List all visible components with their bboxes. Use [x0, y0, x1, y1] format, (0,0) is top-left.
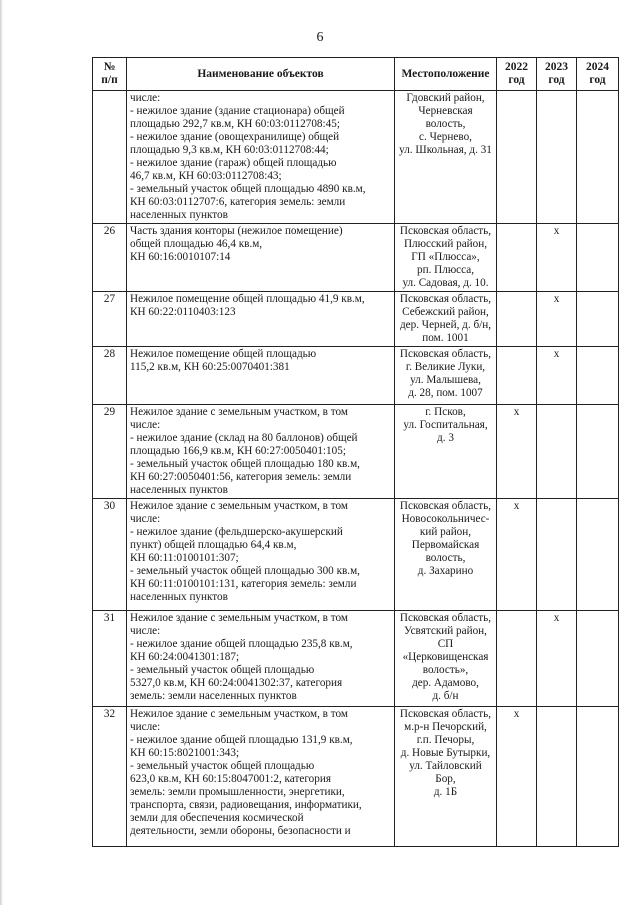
- name-line: Нежилое здание с земельным участком, в том: [130, 406, 348, 418]
- cell-y2024: [577, 611, 619, 707]
- name-line: 46,7 кв.м, КН 60:03:0112708:43;: [130, 170, 282, 182]
- name-line: земли для обеспечения космической: [130, 812, 304, 824]
- name-line: КН 60:16:0010107:14: [130, 251, 231, 263]
- cell-y2022: х: [497, 499, 537, 611]
- cell-num: 31: [93, 611, 127, 707]
- location-line: Черневская: [418, 105, 473, 117]
- cell-num: 27: [93, 292, 127, 347]
- location-line: Себежский район,: [402, 306, 489, 318]
- table-header-row: [93, 58, 619, 91]
- name-line: общей площадью 46,4 кв.м,: [130, 238, 263, 250]
- table-row: [93, 91, 619, 224]
- table-row: [93, 611, 619, 707]
- cell-y2023: [537, 707, 577, 847]
- name-line: Нежилое помещение общей площадью: [130, 348, 317, 360]
- location-line: д. Новые Бутырки,: [400, 747, 491, 759]
- cell-y2024: [577, 292, 619, 347]
- name-line: - нежилое здание (фельдшерско-акушерский: [130, 526, 343, 538]
- location-line: г.п. Печоры,: [416, 734, 475, 746]
- cell-y2022: [497, 292, 537, 347]
- name-line: населенных пунктов: [130, 591, 228, 603]
- location-line: д. 3: [437, 432, 454, 444]
- cell-name: [127, 405, 395, 499]
- location-line: «Церковищенская: [402, 651, 489, 663]
- location-line: Первомайская: [411, 539, 480, 551]
- location-line: м.р-н Печорский,: [404, 721, 487, 733]
- cell-y2024: [577, 499, 619, 611]
- location-line: с. Чернево,: [419, 131, 472, 143]
- location-line: д. 28, пом. 1007: [408, 387, 483, 399]
- header-2024: 2024 год: [577, 58, 619, 91]
- name-line: площадью 292,7 кв.м, КН 60:03:0112708:45;: [130, 118, 340, 130]
- cell-num: 28: [93, 347, 127, 405]
- name-line: числе:: [130, 419, 161, 431]
- name-line: земель: земли населенных пунктов: [130, 690, 297, 702]
- location-line: Псковская область,: [399, 293, 492, 305]
- cell-y2022: [497, 91, 537, 224]
- location-line: кий район,: [419, 526, 472, 538]
- name-line: - нежилое здание (гараж) общей площадью: [130, 157, 337, 169]
- cell-y2023: х: [537, 611, 577, 707]
- cell-y2023: х: [537, 347, 577, 405]
- cell-location: [395, 91, 497, 224]
- cell-y2022: [497, 224, 537, 292]
- cell-y2022: х: [497, 707, 537, 847]
- name-line: 5327,0 кв.м, КН 60:24:0041302:37, категория: [130, 677, 343, 689]
- cell-location: [395, 405, 497, 499]
- name-line: - земельный участок общей площадью 4890 кв.м,: [130, 183, 366, 195]
- location-line: ГП «Плюсса»,: [411, 251, 480, 263]
- location-line: д. Захарино: [417, 565, 474, 577]
- name-line: - нежилое здание (склад на 80 баллонов) общей: [130, 432, 358, 444]
- cell-y2023: х: [537, 224, 577, 292]
- cell-y2024: [577, 347, 619, 405]
- location-line: ул. Школьная, д. 31: [399, 144, 492, 156]
- name-line: пункт) общей площадью 64,4 кв.м,: [130, 539, 297, 551]
- cell-num: 32: [93, 707, 127, 847]
- table-row: [93, 499, 619, 611]
- location-line: пом. 1001: [422, 332, 469, 344]
- location-line: волость,: [425, 552, 466, 564]
- cell-num: 30: [93, 499, 127, 611]
- cell-y2022: [497, 347, 537, 405]
- location-line: Псковская область,: [399, 708, 492, 720]
- name-line: земель: земли промышленности, энергетики,: [130, 786, 345, 798]
- location-line: д. б/н: [432, 690, 459, 702]
- name-line: КН 60:03:0112707:6, категория земель: земли: [130, 196, 346, 208]
- name-line: КН 60:11:0100101:131, категория земель: земли: [130, 578, 357, 590]
- location-line: СП: [437, 638, 454, 650]
- cell-y2024: [577, 707, 619, 847]
- header-2023: 2023 год: [537, 58, 577, 91]
- cell-name: [127, 611, 395, 707]
- cell-name: [127, 292, 395, 347]
- name-line: КН 60:11:0100101:307;: [130, 552, 239, 564]
- name-line: числе:: [130, 513, 161, 525]
- location-line: ул. Малышева,: [410, 374, 481, 386]
- cell-num: [93, 91, 127, 224]
- name-line: площадью 9,3 кв.м, КН 60:03:0112708:44;: [130, 144, 329, 156]
- cell-y2023: х: [537, 292, 577, 347]
- name-line: числе:: [130, 721, 161, 733]
- name-line: - нежилое здание общей площадью 131,9 кв.м,: [130, 734, 353, 746]
- name-line: числе:: [130, 625, 161, 637]
- name-line: Нежилое здание с земельным участком, в том: [130, 612, 348, 624]
- location-line: Псковская область,: [399, 612, 492, 624]
- location-line: Псковская область,: [399, 500, 492, 512]
- name-line: 115,2 кв.м, КН 60:25:0070401:381: [130, 361, 290, 373]
- cell-y2023: [537, 91, 577, 224]
- name-line: числе:: [130, 92, 161, 104]
- location-line: Псковская область,: [399, 348, 492, 360]
- header-2022: 2022 год: [497, 58, 537, 91]
- location-line: Псковская область,: [399, 225, 492, 237]
- cell-location: [395, 347, 497, 405]
- page-number: 6: [316, 30, 324, 45]
- name-line: КН 60:27:0050401:56, категория земель: земли: [130, 471, 352, 483]
- location-line: рп. Плюсса,: [416, 264, 475, 276]
- name-line: - земельный участок общей площадью: [130, 664, 315, 676]
- cell-y2023: [537, 405, 577, 499]
- cell-name: [127, 91, 395, 224]
- name-line: населенных пунктов: [130, 484, 228, 496]
- name-line: КН 60:15:8021001:343;: [130, 747, 240, 759]
- table-row: [93, 347, 619, 405]
- location-line: волость,: [425, 118, 466, 130]
- cell-location: [395, 707, 497, 847]
- location-line: ул. Госпитальная,: [403, 419, 488, 431]
- name-line: - нежилое здание общей площадью 235,8 кв.м,: [130, 638, 353, 650]
- table-body: [93, 91, 619, 847]
- location-line: г. Псков,: [425, 406, 466, 418]
- cell-location: [395, 292, 497, 347]
- table-row: [93, 405, 619, 499]
- cell-location: [395, 611, 497, 707]
- name-line: - земельный участок общей площадью: [130, 760, 315, 772]
- header-num: № п/п: [93, 58, 127, 91]
- cell-name: [127, 224, 395, 292]
- header-name: Наименование объектов: [127, 58, 395, 91]
- name-line: населенных пунктов: [130, 209, 228, 221]
- cell-y2024: [577, 224, 619, 292]
- location-line: волость»,: [422, 664, 469, 676]
- table-row: [93, 707, 619, 847]
- cell-location: [395, 499, 497, 611]
- cell-num: 26: [93, 224, 127, 292]
- cell-y2022: [497, 611, 537, 707]
- name-line: 623,0 кв.м, КН 60:15:8047001:2, категория: [130, 773, 331, 785]
- name-line: КН 60:24:0041301:187;: [130, 651, 240, 663]
- cell-y2022: х: [497, 405, 537, 499]
- cell-location: [395, 224, 497, 292]
- name-line: транспорта, связи, радиовещания, информатики,: [130, 799, 362, 811]
- location-line: г. Великие Луки,: [405, 361, 486, 373]
- name-line: площадью 166,9 кв.м, КН 60:27:0050401:105;: [130, 445, 346, 457]
- name-line: КН 60:22:0110403:123: [130, 306, 236, 318]
- table-row: [93, 224, 619, 292]
- location-line: ул. Тайловский: [409, 760, 482, 772]
- table-row: [93, 292, 619, 347]
- location-line: дер. Адамово,: [412, 677, 479, 689]
- location-line: Бор,: [435, 773, 456, 785]
- name-line: - земельный участок общей площадью 180 кв.м,: [130, 458, 360, 470]
- objects-table: [92, 57, 619, 847]
- scan-edge: [0, 0, 3, 905]
- name-line: - земельный участок общей площадью 300 кв.м,: [130, 565, 360, 577]
- location-line: Новосокольничес-: [401, 513, 490, 525]
- location-line: Гдовский район,: [406, 92, 485, 104]
- location-line: д. 1Б: [433, 786, 458, 798]
- cell-name: [127, 707, 395, 847]
- cell-y2023: [537, 499, 577, 611]
- location-line: ул. Садовая, д. 10.: [402, 277, 489, 289]
- location-line: Плюсский район,: [403, 238, 488, 250]
- cell-name: [127, 499, 395, 611]
- cell-y2024: [577, 91, 619, 224]
- cell-num: 29: [93, 405, 127, 499]
- name-line: - нежилое здание (овощехранилище) общей: [130, 131, 340, 143]
- header-location: Местоположение: [395, 58, 497, 91]
- cell-name: [127, 347, 395, 405]
- name-line: Нежилое здание с земельным участком, в том: [130, 500, 348, 512]
- name-line: деятельности, земли обороны, безопасности и: [130, 825, 351, 837]
- name-line: Часть здания конторы (нежилое помещение): [130, 225, 343, 237]
- cell-y2024: [577, 405, 619, 499]
- location-line: дер. Черней, д. б/н,: [399, 319, 492, 331]
- name-line: - нежилое здание (здание стационара) общей: [130, 105, 345, 117]
- name-line: Нежилое помещение общей площадью 41,9 кв.м,: [130, 293, 365, 305]
- name-line: Нежилое здание с земельным участком, в том: [130, 708, 348, 720]
- location-line: Усвятский район,: [404, 625, 487, 637]
